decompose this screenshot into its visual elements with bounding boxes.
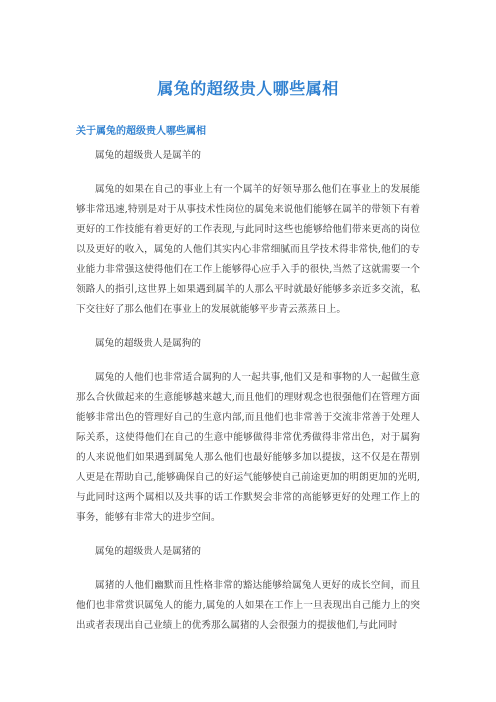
section-3-heading: 属兔的超级贵人是属猪的 [95, 546, 202, 557]
document-body [76, 146, 420, 650]
section-2-body: 属兔的人他们也非常适合属狗的人一起共事,他们又是和事物的人一起做生意那么合伙做起来的生意能够越来越大,而且他们的理财观念也很强他们在管理方面能够非常出色的管理好自己的生意内部,而且他们也非常善于交流非常善于处理人际关系，这使得他们在自己的生意中能够做得非常优秀做得非常出色，对于属狗的人来说他们如果遇到属兔人那么他们也最好能够多加以提拔，这不仅是在帮别人更是在帮助自己,能够确保自己的好运气能够使自己前途更加的明朗更加的光明,与此同时这两个属相以及共事的话工作默契会非常的高能够更好的处理工作上的事务，能够有非常大的进步空间。 [76, 372, 420, 523]
section-3-body: 属猪的人他们幽默而且性格非常的豁达能够给属兔人更好的成长空间，而且他们也非常赏识属兔人的能力,属兔的人如果在工作上一旦表现出自己能力上的突出或者表现出自己业绩上的优秀那么属猪的人会很强力的提拔他们,与此同时 [76, 580, 420, 631]
document-subheading: 关于属兔的超级贵人哪些属相 [76, 126, 206, 137]
section-1-body: 属兔的如果在自己的事业上有一个属羊的好领导那么他们在事业上的发展能够非常迅速,特别是对于从事技术性岗位的属兔来说他们能够在属羊的带领下有着更好的工作技能有着更好的工作表现,与此同时这些也能够给他们带来更高的岗位以及更好的收入，属兔的人他们其实内心非常细腻而且学技术得非常快,他们的专业能力非常强这使得他们在工作上能够得心应手入手的很快,当然了这就需要一个领路人的指引,这世界上如果遇到属羊的人那么平时就最好能够多亲近多交流，私下交往好了那么他们在事业上的发展就能够平步青云蒸蒸日上。 [76, 184, 420, 315]
document-title: 属兔的超级贵人哪些属相 [157, 79, 339, 98]
section-2-heading: 属兔的超级贵人是属狗的 [95, 338, 202, 349]
section-1-heading: 属兔的超级贵人是属羊的 [95, 150, 202, 161]
